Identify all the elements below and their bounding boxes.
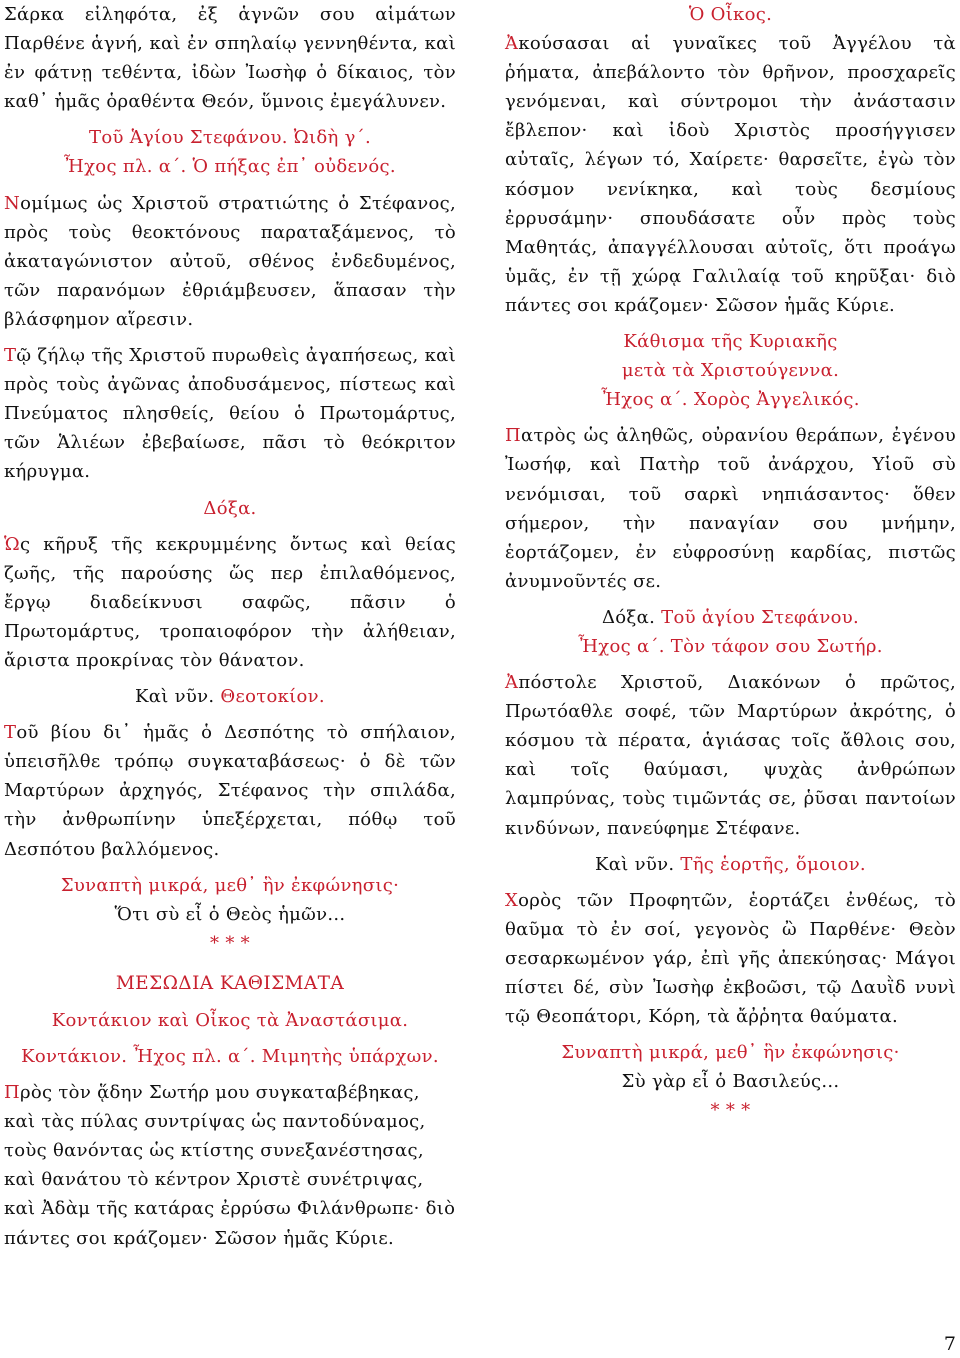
heading-kathisma-2: μετὰ τὰ Χριστούγεννα. (621, 360, 840, 382)
heading-kai-nyn-feast (505, 850, 956, 879)
theotokion-text (4, 718, 456, 863)
ekfonisis-text: Σὺ γὰρ εἶ ὁ Βασιλεύς... (621, 1071, 840, 1093)
theotokion-body: οῦ βίου δι᾽ ἡμᾶς ὁ Δεσπότης τὸ σπήλαιον, ὑπεισῆλθε τρόπῳ συγκαταβάσεως· ὁ δὲ τῶν Μαρτύρων ἀρχηγός, Στέφανος τὴν σπιλάδα, τὴν ἀνθρωπίνην ὑπεξέρχεται, πόθῳ τοῦ Δεσπότου βαλλόμενος. (4, 722, 456, 860)
doxa-label: Δόξα. (601, 606, 656, 628)
troparion-keryx (4, 530, 456, 675)
initial-letter: Ἀ (505, 672, 519, 694)
initial-letter: Τ (4, 722, 17, 744)
page-number: 7 (943, 1333, 956, 1355)
stephen-kathisma-text (505, 668, 956, 843)
section-title-mesodia: ΜΕΣΩΔΙΑ ΚΑΘΙΣΜΑΤΑ (115, 972, 345, 994)
paragraph-sarka: Σάρκα εἰληφότα, ἐξ ἁγνῶν σου αἱμάτων Παρθένε ἁγνή, καὶ ἐν σπηλαίῳ γεννηθέντα, καὶ ἐν φάτνῃ τεθέντα, ἰδὼν Ἰωσὴφ ὁ δίκαιος, τὸν καθ᾽ ἡμᾶς ὁραθέντα Θεόν, ὕμνοις ἐμεγάλυνεν. (4, 4, 456, 113)
separator-stars: * * * (210, 932, 250, 954)
kathisma-body: ατρὸς ὡς ἀληθῶς, οὐρανίου θεράπων, ἐγένου Ἰωσήφ, καὶ Πατὴρ τοῦ ἀνάρχου, Υἱοῦ σὺ νενόμισαι, τοῦ σαρκὶ νηπιάσαντος· ὅθεν σήμερον, τὴν παναγίαν σου μνήμην, ἑορτάζομεν, ἐν εὐφροσύνῃ καρδίας, πιστῶς ἀνυμνοῦντές σε. (505, 425, 956, 592)
synapti-heading: Συναπτὴ μικρά, μεθ᾽ ἣν ἐκφώνησις· (561, 1042, 900, 1064)
initial-letter: Ὡ (4, 533, 20, 555)
troparion-text: ς κῆρυξ τῆς κεκρυμμένης ὄντως καὶ θείας ζωῆς, τῆς παρούσης ὥς περ ἐπιλαθόμενος, ἔργῳ διαδείκνυσι σαφῶς, πᾶσιν ὁ Πρωτομάρτυς, τροπαιοφόρον τὴν ἀλήθειαν, ἄριστα προκρίνας τὸν θάνατον. (4, 533, 456, 671)
heading-kontakion-oikos: Κοντάκιον καὶ Οἶκος τὰ Ἀναστάσιμα. (51, 1009, 409, 1031)
kai-nyn-label: Καὶ νῦν. (595, 853, 675, 875)
stephen-kathisma-body: πόστολε Χριστοῦ, Διακόνων ὁ πρῶτος, Πρωτόαθλε σοφέ, τῶν Μαρτύρων ἀκρότης, ὁ κόσμου τὰ πέρατα, ἁγιάσας τοῖς ἄθλοις σου, καὶ τοῖς θαύμασι, ψυχὰς ἀνθρώπων λαμπρύνας, τοὺς τιμῶντάς σε, ῥῦσαι παντοίων κινδύνων, πανεύφημε Στέφανε. (505, 672, 956, 839)
heading-stephen-ode: Τοῦ Ἁγίου Στεφάνου. Ὠιδὴ γ΄. (89, 127, 371, 149)
initial-letter: Τ (4, 345, 17, 367)
kathisma-text (505, 421, 956, 596)
heading-kathisma-1: Κάθισμα τῆς Κυριακῆς (623, 331, 838, 353)
heading-doxa-stephen (505, 603, 956, 632)
synapti-heading: Συναπτὴ μικρά, μεθ᾽ ἣν ἐκφώνησις· (60, 874, 400, 896)
kai-nyn-label: Καὶ νῦν. (135, 686, 215, 708)
feast-label: Τῆς ἑορτῆς, ὅμοιον. (680, 853, 866, 875)
troparion-text: ομίμως ὡς Χριστοῦ στρατιώτης ὁ Στέφανος, πρὸς τοὺς θεοκτόνους παραταξάμενος, τὸ ἀκαταγώνιστον αὐτοῦ, σθένος ἐνδεδυμένος, τῶν παρανόμων ἐθριάμβευσεν, ἅπασαν τὴν βλάσφημον αἵρεσιν. (4, 192, 456, 330)
kontakion-text (4, 1078, 456, 1253)
heading-echos-opixas: Ἦχος πλ. α΄. Ὁ πήξας ἐπ᾽ οὐδενός. (64, 156, 396, 178)
stephen-label: Τοῦ ἁγίου Στεφάνου. (661, 606, 860, 628)
troparion-zilo (4, 341, 456, 486)
heading-kathisma-echos: Ἦχος α΄. Χορὸς Ἀγγελικός. (601, 389, 860, 411)
initial-letter: Ν (4, 192, 21, 214)
heading-kai-nyn (4, 682, 456, 711)
feast-theotokion-body: ορὸς τῶν Προφητῶν, ἑορτάζει ἐνθέως, τὸ θαῦμα τὸ ἐν σοί, γεγονὸς ὢ Παρθένε· Θεὸν σεσαρκωμένον γάρ, ἐπὶ γῆς ἀπεκύησας· Μάγοι πίστει δέ, σὺν Ἰωσὴφ ἐκβοῶσι, τῷ Δαυῒδ νυνὶ τῷ Θεοπάτορι, Κόρη, τὰ ἄῤῥητα θαύματα. (505, 889, 956, 1028)
initial-letter: Ἀ (505, 33, 519, 55)
heading-oikos: Ὁ Οἶκος. (688, 4, 773, 25)
initial-letter: Π (4, 1082, 20, 1104)
heading-echos-ton-tafon: Ἦχος α΄. Τὸν τάφον σου Σωτήρ. (578, 635, 883, 657)
oikos-body: κούσασαι αἱ γυναῖκες τοῦ Ἀγγέλου τὰ ῥήματα, ἀπεβάλοντο τὸν θρῆνον, προσχαρεῖς γενόμεναι, καὶ σύντρομοι τὴν ἀνάστασιν ἔβλεπον· καὶ ἰδοὺ Χριστὸς προσήγγισεν αὐταῖς, λέγων τό, Χαίρετε· θαρσεῖτε, ἐγὼ τὸν κόσμον νενίκηκα, καὶ τοὺς δεσμίους ἐρρυσάμην· σπουδάσατε οὖν πρὸς τοὺς Μαθητάς, ἀπαγγέλλουσαι αὐτοῖς, ὅτι προάγω ὑμᾶς, ἐν τῇ χώρᾳ Γαλιλαίᾳ τοῦ κηρῦξαι· διὸ πάντες σοι κράζομεν· Σῶσον ἡμᾶς Κύριε. (505, 33, 956, 316)
troparion-text: ῷ ζήλῳ τῆς Χριστοῦ πυρωθεὶς ἀγαπήσεως, καὶ πρὸς τοὺς ἀγῶνας ἀποδυσάμενος, πίστεως καὶ Πνεύματος πλησθείς, θείου ὁ Πρωτομάρτυς, τῶν Ἁλιέων ἐβεβαίωσε, πᾶσι τὸ θεόκριτον κήρυγμα. (4, 345, 456, 483)
feast-theotokion-text (505, 886, 956, 1031)
right-column (505, 0, 956, 1125)
heading-kontakion: Κοντάκιον. Ἦχος πλ. α΄. Μιμητὴς ὑπάρχων. (21, 1046, 439, 1067)
ekfonisis-text: Ὅτι σὺ εἶ ὁ Θεὸς ἡμῶν... (114, 903, 346, 925)
heading-doxa: Δόξα. (203, 497, 257, 519)
left-column (4, 0, 456, 1253)
oikos-text (505, 29, 956, 320)
initial-letter: Π (505, 425, 521, 447)
initial-letter: Χ (505, 889, 519, 911)
troparion-nomimos (4, 189, 456, 334)
kontakion-body: ρὸς τὸν ᾅδην Σωτήρ μου συγκαταβέβηκας, καὶ τὰς πύλας συντρίψας ὡς παντοδύναμος, τοὺς θανόντας ὡς κτίστης συνεξανέστησας, καὶ θανάτου τὸ κέντρον Χριστὲ συνέτριψας, καὶ Ἀδὰμ τῆς κατάρας ἐρρύσω Φιλάνθρωπε· διὸ πάντες σοι κράζομεν· Σῶσον ἡμᾶς Κύριε. (4, 1082, 456, 1249)
theotokion-label: Θεοτοκίον. (220, 686, 325, 708)
separator-stars: * * * (710, 1100, 751, 1122)
